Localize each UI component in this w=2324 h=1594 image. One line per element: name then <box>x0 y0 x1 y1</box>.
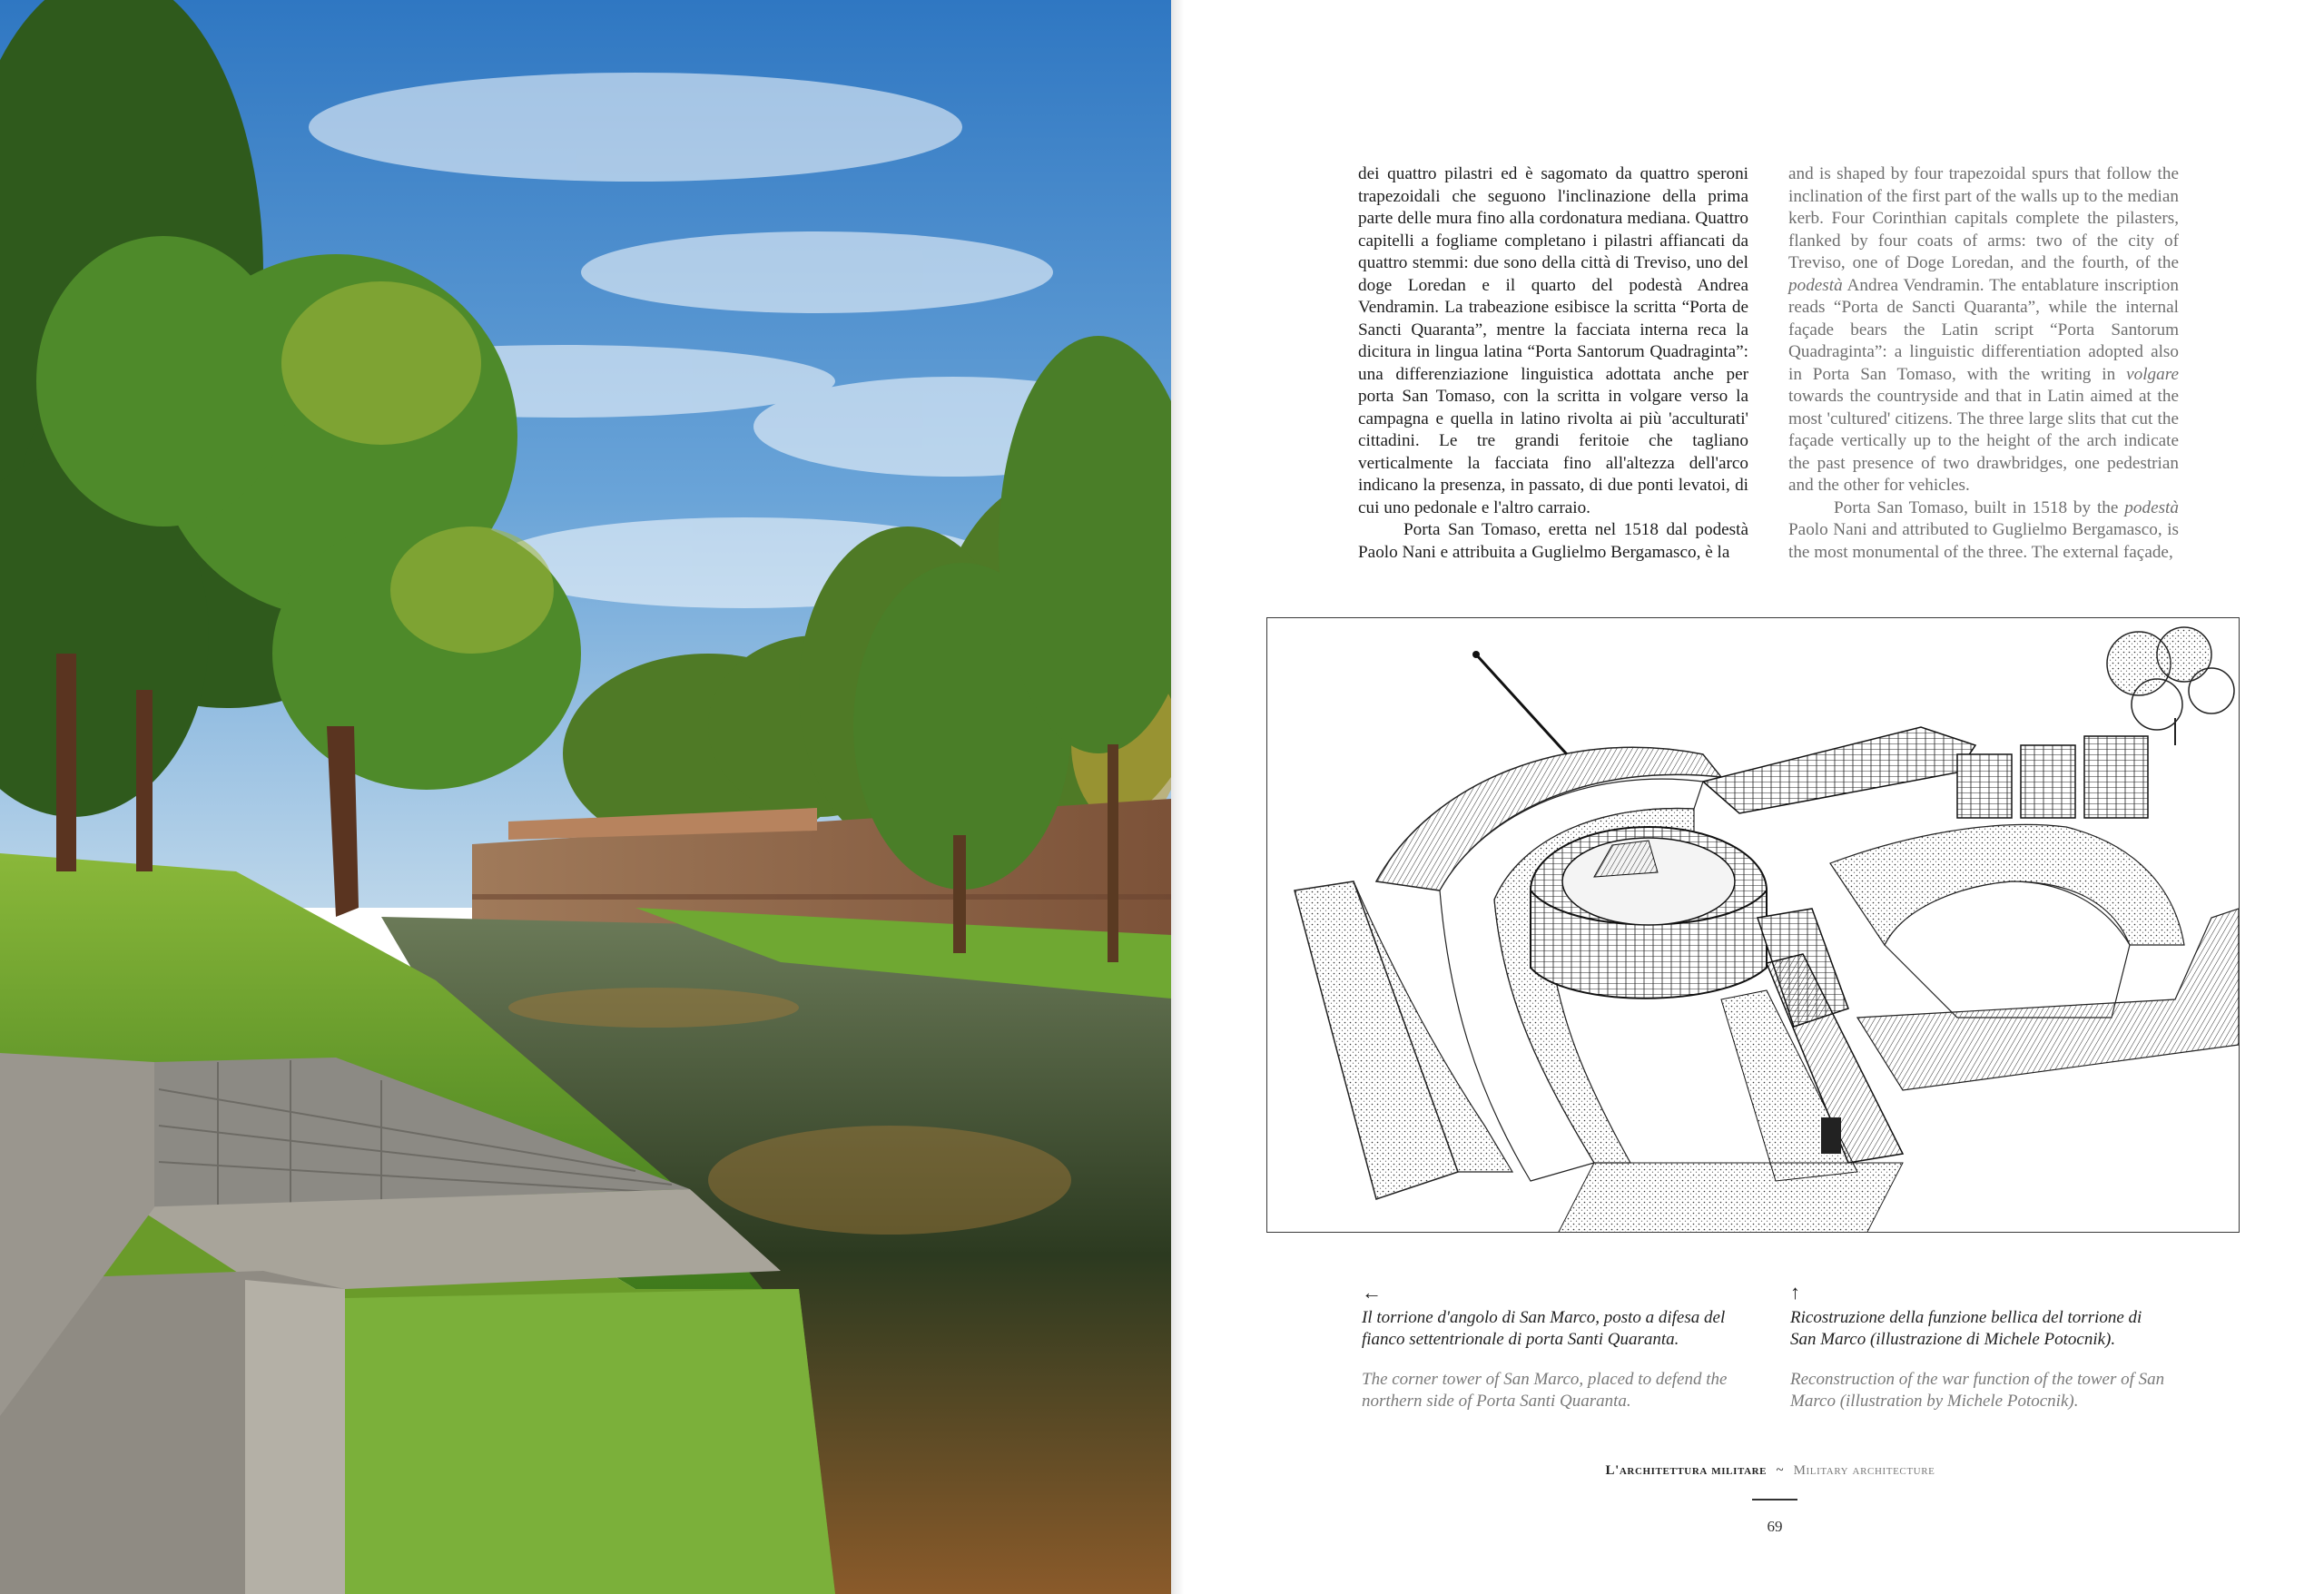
fortification-drawing <box>1267 618 2240 1233</box>
running-separator: ~ <box>1776 1463 1785 1478</box>
page-number: 69 <box>1767 1518 1783 1535</box>
caption-left-english: The corner tower of San Marco, placed to defend the northern side of Porta Santi Quaranta. <box>1362 1370 1728 1411</box>
caption-left <box>1362 1282 1743 1412</box>
italian-paragraph-1: dei quattro pilastri ed è sagomato da quattro speroni trapezoidali che seguono l'inclinazione della prima parte delle mura fino alla cordonatura mediana. Quattro capitelli a fogliame completano i pilastri affiancati da quattro stemmi: due sono della città di Treviso, uno del doge Loredan e il quarto del podestà Andrea Vendramin. La trabeazione esibisce la scritta “Porta de Sancti Quaranta”, mentre la facciata interna reca la dicitura in lingua latina “Porta Santorum Quadraginta”: una differenziazione linguistica adottata anche per porta San Tomaso, con la scritta in volgare verso la campagna e quella in latino rivolta ai più 'acculturati' cittadini. Le tre grandi feritoie che tagliano verticalmente la facciata fino all'altezza dell'arco indicano la presenza, in passato, di due ponti levatoi, di cui uno pedonale e l'altro carraio. <box>1358 164 1748 517</box>
tower-reconstruction-illustration <box>1266 617 2240 1233</box>
running-footer <box>1434 1463 2106 1479</box>
english-paragraph-1: and is shaped by four trapezoidal spurs that follow the inclination of the first part of the walls up to the median kerb. Four Corinthian capitals complete the pilasters, flanked by four coats of arms: two of the city of Treviso, one of Doge Loredan, and the fourth, of the podestà Andrea Vendramin. The entablature inscription reads “Porta de Sancti Quaranta”, while the internal façade bears the Latin script “Porta Santorum Quadraginta”: a linguistic differentiation adopted also in Porta San Tomaso, with the writing in volgare towards the countryside and that in Latin aimed at the most 'cultured' citizens. The three large slits that cut the façade vertically up to the height of the arch indicate the past presence of two drawbridges, one pedestrian and the other for vehicles. <box>1788 164 2179 495</box>
italian-text-column <box>1358 163 1748 564</box>
english-text-column <box>1788 163 2179 564</box>
folio-divider <box>1752 1499 1797 1501</box>
caption-right-italian: Ricostruzione della funzione bellica del torrione di San Marco (illustrazione di Michele Potocnik). <box>1790 1308 2142 1349</box>
caption-right-english: Reconstruction of the war function of the tower of San Marco (illustration by Michele Potocnik). <box>1790 1370 2165 1411</box>
up-arrow-icon: ↑ <box>1790 1281 1800 1304</box>
caption-left-italian: Il torrione d'angolo di San Marco, posto a difesa del fianco settentrionale di porta Santi Quaranta. <box>1362 1308 1726 1349</box>
running-title-italian: L'architettura militare <box>1605 1463 1768 1478</box>
italian-paragraph-2: Porta San Tomaso, eretta nel 1518 dal podestà Paolo Nani e attribuita a Guglielmo Bergamasco, è la <box>1358 520 1748 562</box>
left-arrow-icon: ← <box>1362 1281 1382 1304</box>
english-paragraph-2: Porta San Tomaso, built in 1518 by the podestà Paolo Nani and attributed to Guglielmo Bergamasco, is the most monumental of the three. The external façade, <box>1788 497 2179 562</box>
caption-right <box>1790 1282 2171 1412</box>
page-gutter-shadow <box>1171 0 1184 1594</box>
running-title-english: Military architecture <box>1793 1463 1935 1478</box>
